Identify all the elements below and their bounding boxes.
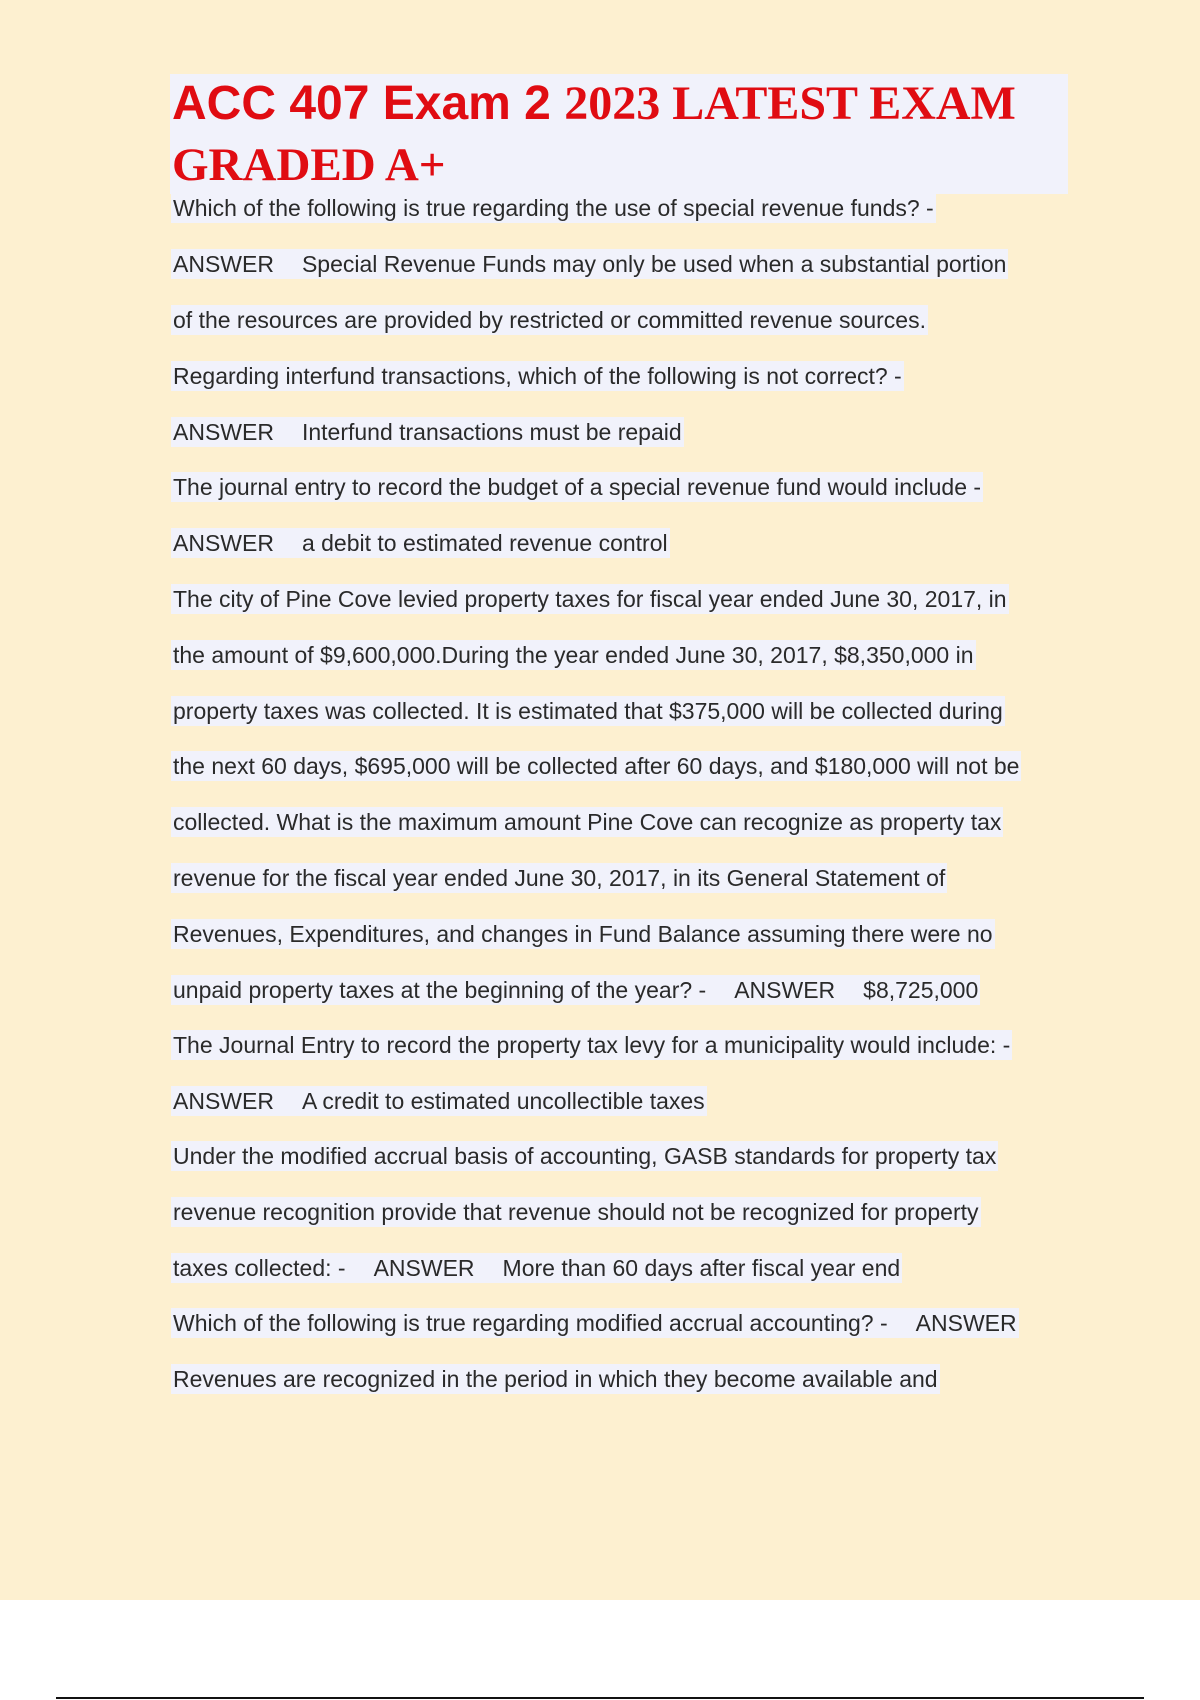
question-text: Revenues, Expenditures, and changes in Fund Balance assuming there were no [173,921,993,947]
answer-line [171,1082,707,1120]
footer-divider [56,1697,1144,1699]
answer-text: $8,725,000 [863,977,979,1003]
answer-text: A credit to estimated uncollectible taxes [301,1088,705,1114]
question-text: taxes collected: - [173,1255,346,1281]
answer-line [171,1360,940,1398]
document-title [172,77,1016,130]
answer-text: of the resources are provided by restricted or committed revenue sources. [173,307,926,333]
question-line [171,859,947,897]
question-text: revenue for the fiscal year ended June 30, 2017, in its General Statement of [173,865,946,891]
question-line [171,468,983,506]
document-title-line-2: GRADED A+ [172,139,446,191]
question-line [171,915,995,953]
answer-label: ANSWER [734,977,836,1003]
question-line [171,747,1021,785]
question-line [171,189,936,227]
question-line [171,357,904,395]
answer-line [171,971,980,1009]
answer-text: Interfund transactions must be repaid [301,419,682,445]
answer-line [171,413,684,451]
question-text: Which of the following is true regarding modified accrual accounting? - [173,1310,888,1336]
answer-text: Special Revenue Funds may only be used when a substantial portion [301,251,1007,277]
answer-label: ANSWER [373,1255,475,1281]
title-course-text: ACC 407 Exam 2 [172,77,565,130]
question-text: unpaid property taxes at the beginning of the year? - [173,977,707,1003]
question-line [171,580,1009,618]
question-line [171,692,1005,730]
answer-label: ANSWER [173,1088,274,1114]
answer-label: ANSWER [173,530,274,556]
question-line [171,636,976,674]
answer-text: Revenues are recognized in the period in which they become available and [173,1366,938,1392]
question-text: revenue recognition provide that revenue should not be recognized for property [173,1199,979,1225]
answer-text: More than 60 days after fiscal year end [502,1255,901,1281]
answer-label: ANSWER [173,419,274,445]
answer-line [171,1304,1019,1342]
question-text: the amount of $9,600,000.During the year ended June 30, 2017, $8,350,000 in [173,642,974,668]
question-text: The Journal Entry to record the property tax levy for a municipality would include: - [173,1032,1011,1058]
answer-label: ANSWER [173,251,274,277]
question-text: The city of Pine Cove levied property taxes for fiscal year ended June 30, 2017, in [173,586,1007,612]
answer-text: a debit to estimated revenue control [301,530,668,556]
question-line [171,803,1003,841]
answer-label: ANSWER [915,1310,1017,1336]
answer-line [171,301,928,339]
question-line [171,1193,981,1231]
answer-line [171,1249,902,1287]
question-text: Under the modified accrual basis of accounting, GASB standards for property tax [173,1143,997,1169]
question-text: Regarding interfund transactions, which of the following is not correct? - [173,363,902,389]
question-text: Which of the following is true regarding the use of special revenue funds? - [173,195,934,221]
question-line [171,1026,1012,1064]
question-text: collected. What is the maximum amount Pine Cove can recognize as property tax [173,809,1002,835]
answer-line [171,245,1008,283]
answer-line [171,524,670,562]
question-line [171,1137,998,1175]
question-text: The journal entry to record the budget of a special revenue fund would include - [173,474,982,500]
title-exam-text: 2023 LATEST EXAM [564,77,1016,130]
question-text: the next 60 days, $695,000 will be collected after 60 days, and $180,000 will not be [173,753,1020,779]
question-text: property taxes was collected. It is estimated that $375,000 will be collected during [173,698,1003,724]
